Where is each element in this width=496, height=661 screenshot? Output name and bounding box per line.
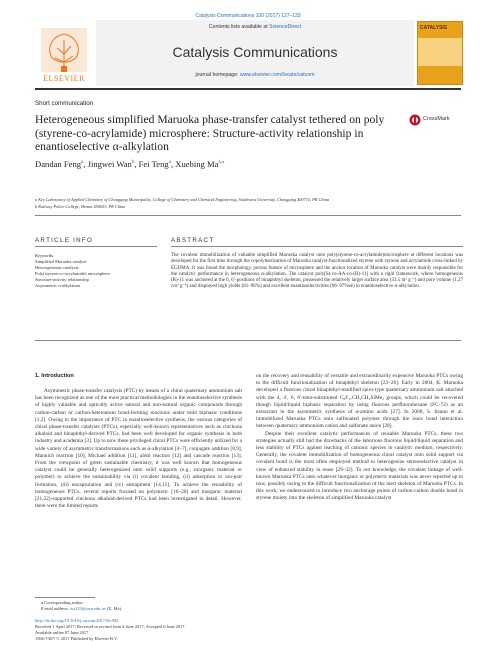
section-heading: 1. Introduction <box>35 373 74 379</box>
section-type: Short communication <box>35 100 94 107</box>
header-rule <box>35 88 461 90</box>
author-affil-mark: a,⁎ <box>218 160 225 166</box>
publisher-name: ELSEVIER <box>43 74 85 83</box>
elsevier-logo <box>35 26 93 86</box>
abstract-text: The covalent immobilization of valuable simplified Maruoka catalyst onto poly(styrene-co-acrylamide)microsphere at different locations was developed for the first time through the copolymerization of Maruoka catalyst-functionalized styrene with styrene and acrylamide cross-linked by EGDMA. It was found the morphology, porous feature of microsphere and the anchor location of Maruoka catalyst were mainly responsible for the catalytic performance in heterogeneous α-alkylation. The catalyst poly[St-co-AA-co-(R)-11] with a rigid framework, where homogeneous (R)-11 was anchored at the 6, 6′-positions of binaphthyl skeleton, possessed the relatively larger surface area (33.5 m² g⁻¹) and pore volume (1.27 cm³ g⁻¹) and displayed high yields (81–96%) and excellent enantioselectivities (96–97%ee) in enantioselective α-alkylation. <box>171 253 463 290</box>
keyword-item: Asymmetric α-alkylation <box>35 283 81 288</box>
doi-link[interactable] <box>35 618 118 623</box>
journal-header <box>96 20 414 86</box>
journal-title: Catalysis Communications <box>172 44 338 60</box>
journal-cover <box>417 21 463 85</box>
copyright: 1566-7367/ © 2017 Published by Elsevier B.V. <box>35 636 118 641</box>
affiliation: b Railway Police College, Henan 450053, PR China <box>35 204 126 209</box>
author-name[interactable]: Jingwei Wan <box>87 159 132 169</box>
article-info-rule <box>35 246 157 247</box>
contents-prefix: Contents lists available at <box>208 24 270 30</box>
author-list: Dandan Feng$^a$, Jingwei Wan$^b$, Fei Teng$^a$, Xuebing $Ma^{a,⁎}$ <box>35 159 225 169</box>
affil-rule <box>35 215 461 216</box>
keyword-item: Structure-activity relationship <box>35 277 89 282</box>
email-link[interactable]: zcj123@swu.edu.cn <box>70 606 106 611</box>
email-label: E-mail address: <box>41 606 71 611</box>
homepage-link[interactable]: www.elsevier.com/locate/catcom <box>239 72 315 78</box>
author-name[interactable]: Xuebing Ma <box>175 159 219 169</box>
abstract-rule <box>171 246 463 247</box>
keywords-label: Keywords: <box>35 253 55 258</box>
body-paragraph: Despite their excellent catalytic performances of reusable Maruoka PTCs, these two strategies actually still had the drawbacks of the laborious fluorous liquid/liquid separation and less stability of PTCs against leaching of cationic species in catalytic medium, respectively. Generally, the covalent immobilization of homogeneous chiral catalyst onto solid support via covalent bond is the most often employed method to heterogenize stereoselective catalyst in view of enhanced stability in reuse [29–32]. To our knowledge, the covalent linkage of well-known Maruoka PTCs onto whatever inorganic or polymeric materials was never reported up to now, possibly owing to the difficult functionalization of the inert skeleton of Maruoka PTCs. In this work, we endeavoured to introduce two anchorage points of carbon-carbon double bond in styrene moiety into the skeleton of simplified Maruoka catalyst <box>256 430 463 502</box>
homepage-prefix: journal homepage: <box>195 72 240 78</box>
footnote-rule <box>35 597 95 598</box>
affiliation: a Key Laboratory of Applied Chemistry of Chongqing Municipality, College of Chemistry and Chemical Engineering, Southwest University, Chongqing 400715, PR China <box>35 197 329 202</box>
journal-citation[interactable]: Catalysis Communications 100 (2017) 127–133 <box>195 13 301 19</box>
doi-text[interactable]: http://dx.doi.org/10.1016/j.catcom.2017.06.002 <box>35 618 119 623</box>
author-affil-mark: b <box>131 160 135 166</box>
keyword-item: Poly(styrene-co-acrylamide) microsphere <box>35 271 110 276</box>
cover-title: CATALYSIS <box>420 25 448 31</box>
cover-band <box>418 38 462 66</box>
author-name[interactable]: Fei Teng <box>138 159 169 169</box>
abstract-heading: ABSTRACT <box>171 237 215 244</box>
received-dates: Received 1 April 2017; Received in revised form 4 June 2017; Accepted 6 June 2017 <box>35 624 185 629</box>
article-info-heading: ARTICLE INFO <box>35 237 94 244</box>
corresponding-note: ⁎ Corresponding author. <box>41 600 84 605</box>
online-date: Available online 07 June 2017 <box>35 630 89 635</box>
author-affil-mark: a <box>81 160 84 166</box>
journal-homepage <box>96 72 414 78</box>
keyword-item: Simplified Maruoka catalyst <box>35 259 87 264</box>
crossmark-icon <box>409 114 421 126</box>
body-column-left <box>35 388 242 510</box>
contents-line <box>96 24 414 30</box>
author-name[interactable]: Dandan Feng <box>35 159 82 169</box>
keyword-item: Heterogeneous catalysis <box>35 265 79 270</box>
sciencedirect-link[interactable]: ScienceDirect <box>269 24 302 30</box>
body-paragraph: on the recovery and reusability of versatile and extraordinarily expensive Maruoka PTCs owing to the difficult functionalization of binaphthyl skeleton [23–26]. Early in 2004, K. Maruoka developed a fluorous chiral binaphthyl-modified spiro-type quaternary ammonium salt attached with the 4, 4′, 6, 6′-tetra-substituted C₈F₁₇CH₂CH₂SiMe₂ groups, which could be recovered though liquid/liquid biphasic separation by using fluorous perfluorohexane (FC-72) as an extractant in the asymmetric synthesis of α-amino acids [27]. In 2008, S. Itsuno et al. immobilized Maruoka PTCs onto sulfonated polymer through the ionic bond interaction between quaternary ammonium cation and sulfonate anion [28]. <box>256 373 463 430</box>
abstract-end-rule <box>35 340 461 341</box>
email-line <box>41 606 122 611</box>
body-column-right <box>256 373 463 503</box>
article-title: Heterogeneous simplified Maruoka phase-transfer catalyst tethered on poly (styrene-co-acrylamide) microsphere: Structure-activity relationship in enantioselective α-alkylation <box>35 113 385 154</box>
crossmark-label: CrossMark <box>423 116 450 122</box>
email-suffix: (X. Ma). <box>105 606 122 611</box>
crossmark-badge[interactable] <box>409 113 465 127</box>
author-affil-mark: a <box>168 160 171 166</box>
body-paragraph: Asymmetric phase-transfer catalysis (PTC) by means of a chiral quaternary ammonium salt has been recognized as one of the most practical methodologies in the enantioselective synthesis of highly valuable and optically active natural and non-natural organic compounds through carbon-carbon or carbon-heteroatom bond-forming reactions under mild biphasic conditions [1,2]. Owing to the importance of PTC in enantioselective synthesis, the various categories of chiral phase-transfer catalysts (PTCs), especially well-known representatives such as cinchona alkaloid and binaphthyl-derived PTCs, had been well developed for organic synthesis in both industry and academia [3]. Up to now these privileged chiral PTCs were efficiently utilized for a wide variety of asymmetric transformations such as α-alkylation [4–7], conjugate addition [8,9], Mannich reaction [10], Michael addition [11], aldol reaction [12] and cascade reaction [13]. From the viewpoint of green sustainable chemistry, it was well known that homogeneous catalyst could be generally heterogenized onto solid supports (e.g., inorganic material or polymer) to achieve the sustainability via (i) covalent bonding, (ii) adsorption or ion-pair formation, (iii) encapsulation and (iv) entrapment [14,15]. To achieve the reusability of homogeneous PTCs, several reports focused on polymeric [16–20] and inorganic material [21,22]-supported cinchona alkaloid-derived PTCs had been investigated in detail. However, there were the limited reports <box>35 388 242 510</box>
